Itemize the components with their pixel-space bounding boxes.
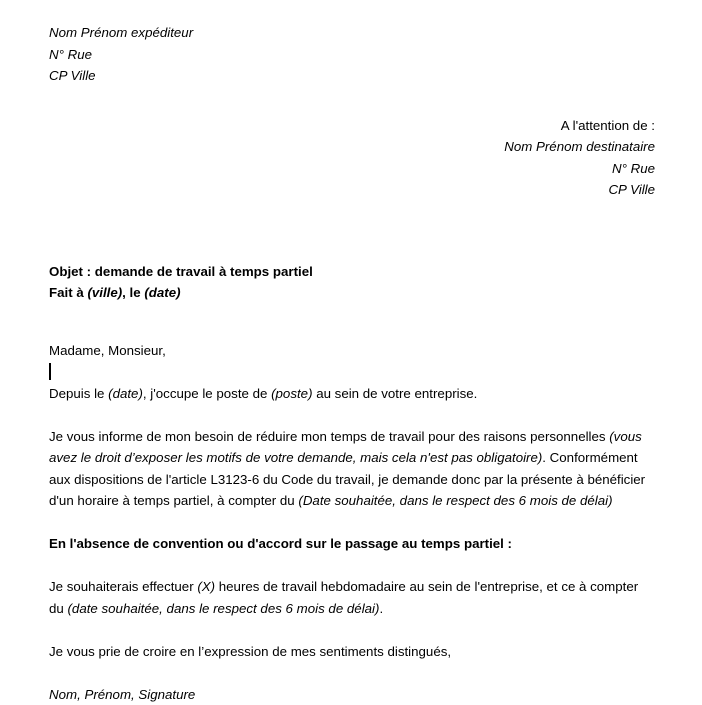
intro-part3: au sein de votre entreprise.	[313, 386, 478, 401]
text-caret	[49, 363, 51, 380]
hours-x-placeholder: (X)	[197, 579, 215, 594]
intro-part2: , j'occupe le poste de	[143, 386, 271, 401]
section-heading: En l'absence de convention ou d'accord sur le passage au temps partiel :	[49, 533, 655, 555]
paragraph-intro	[49, 383, 655, 405]
place-date-middle: , le	[122, 285, 144, 300]
paragraph-main	[49, 426, 655, 512]
subject-block	[49, 261, 655, 304]
main-note-italic: (vous avez le droit d’exposer les motifs de votre demande, mais cela n'est pas obligatoire)	[49, 429, 645, 466]
recipient-attention-label: A l'attention de :	[49, 115, 655, 137]
place-placeholder: (ville)	[87, 285, 122, 300]
subject-object-line: Objet : demande de travail à temps partiel	[49, 261, 655, 283]
intro-date-placeholder: (date)	[108, 386, 143, 401]
main-part1: Je vous informe de mon besoin de réduire mon temps de travail pour des raisons personnelles	[49, 429, 609, 444]
place-date-prefix: Fait à	[49, 285, 87, 300]
date-placeholder: (date)	[144, 285, 180, 300]
closing-line: Je vous prie de croire en l’expression de mes sentiments distingués,	[49, 641, 655, 663]
main-part2: . Conformément aux dispositions de l'article L3123-6 du Code du travail, je demande donc par la présente à bénéficier d'un horaire à temps partiel, à compter du	[49, 450, 649, 508]
sender-city: CP Ville	[49, 65, 655, 87]
sender-address-block	[49, 22, 655, 87]
recipient-street: N° Rue	[49, 158, 655, 180]
sender-street: N° Rue	[49, 44, 655, 66]
main-date-placeholder: (Date souhaitée, dans le respect des 6 mois de délai)	[298, 493, 612, 508]
salutation-line: Madame, Monsieur,	[49, 340, 655, 362]
letter-body[interactable]	[49, 22, 655, 705]
recipient-city: CP Ville	[49, 179, 655, 201]
subject-place-date-line	[49, 282, 655, 304]
intro-poste-placeholder: (poste)	[271, 386, 312, 401]
signature-line: Nom, Prénom, Signature	[49, 684, 655, 705]
hours-part3: .	[379, 601, 383, 616]
hours-date-placeholder: (date souhaitée, dans le respect des 6 mois de délai)	[68, 601, 380, 616]
hours-part1: Je souhaiterais effectuer	[49, 579, 197, 594]
recipient-name: Nom Prénom destinataire	[49, 136, 655, 158]
intro-part1: Depuis le	[49, 386, 108, 401]
sender-name: Nom Prénom expéditeur	[49, 22, 655, 44]
recipient-address-block	[49, 115, 655, 201]
text-cursor-line[interactable]	[49, 361, 655, 383]
paragraph-hours	[49, 576, 655, 619]
hours-part2: heures de travail hebdomadaire au sein de l'entreprise, et ce à compter du	[49, 579, 642, 616]
